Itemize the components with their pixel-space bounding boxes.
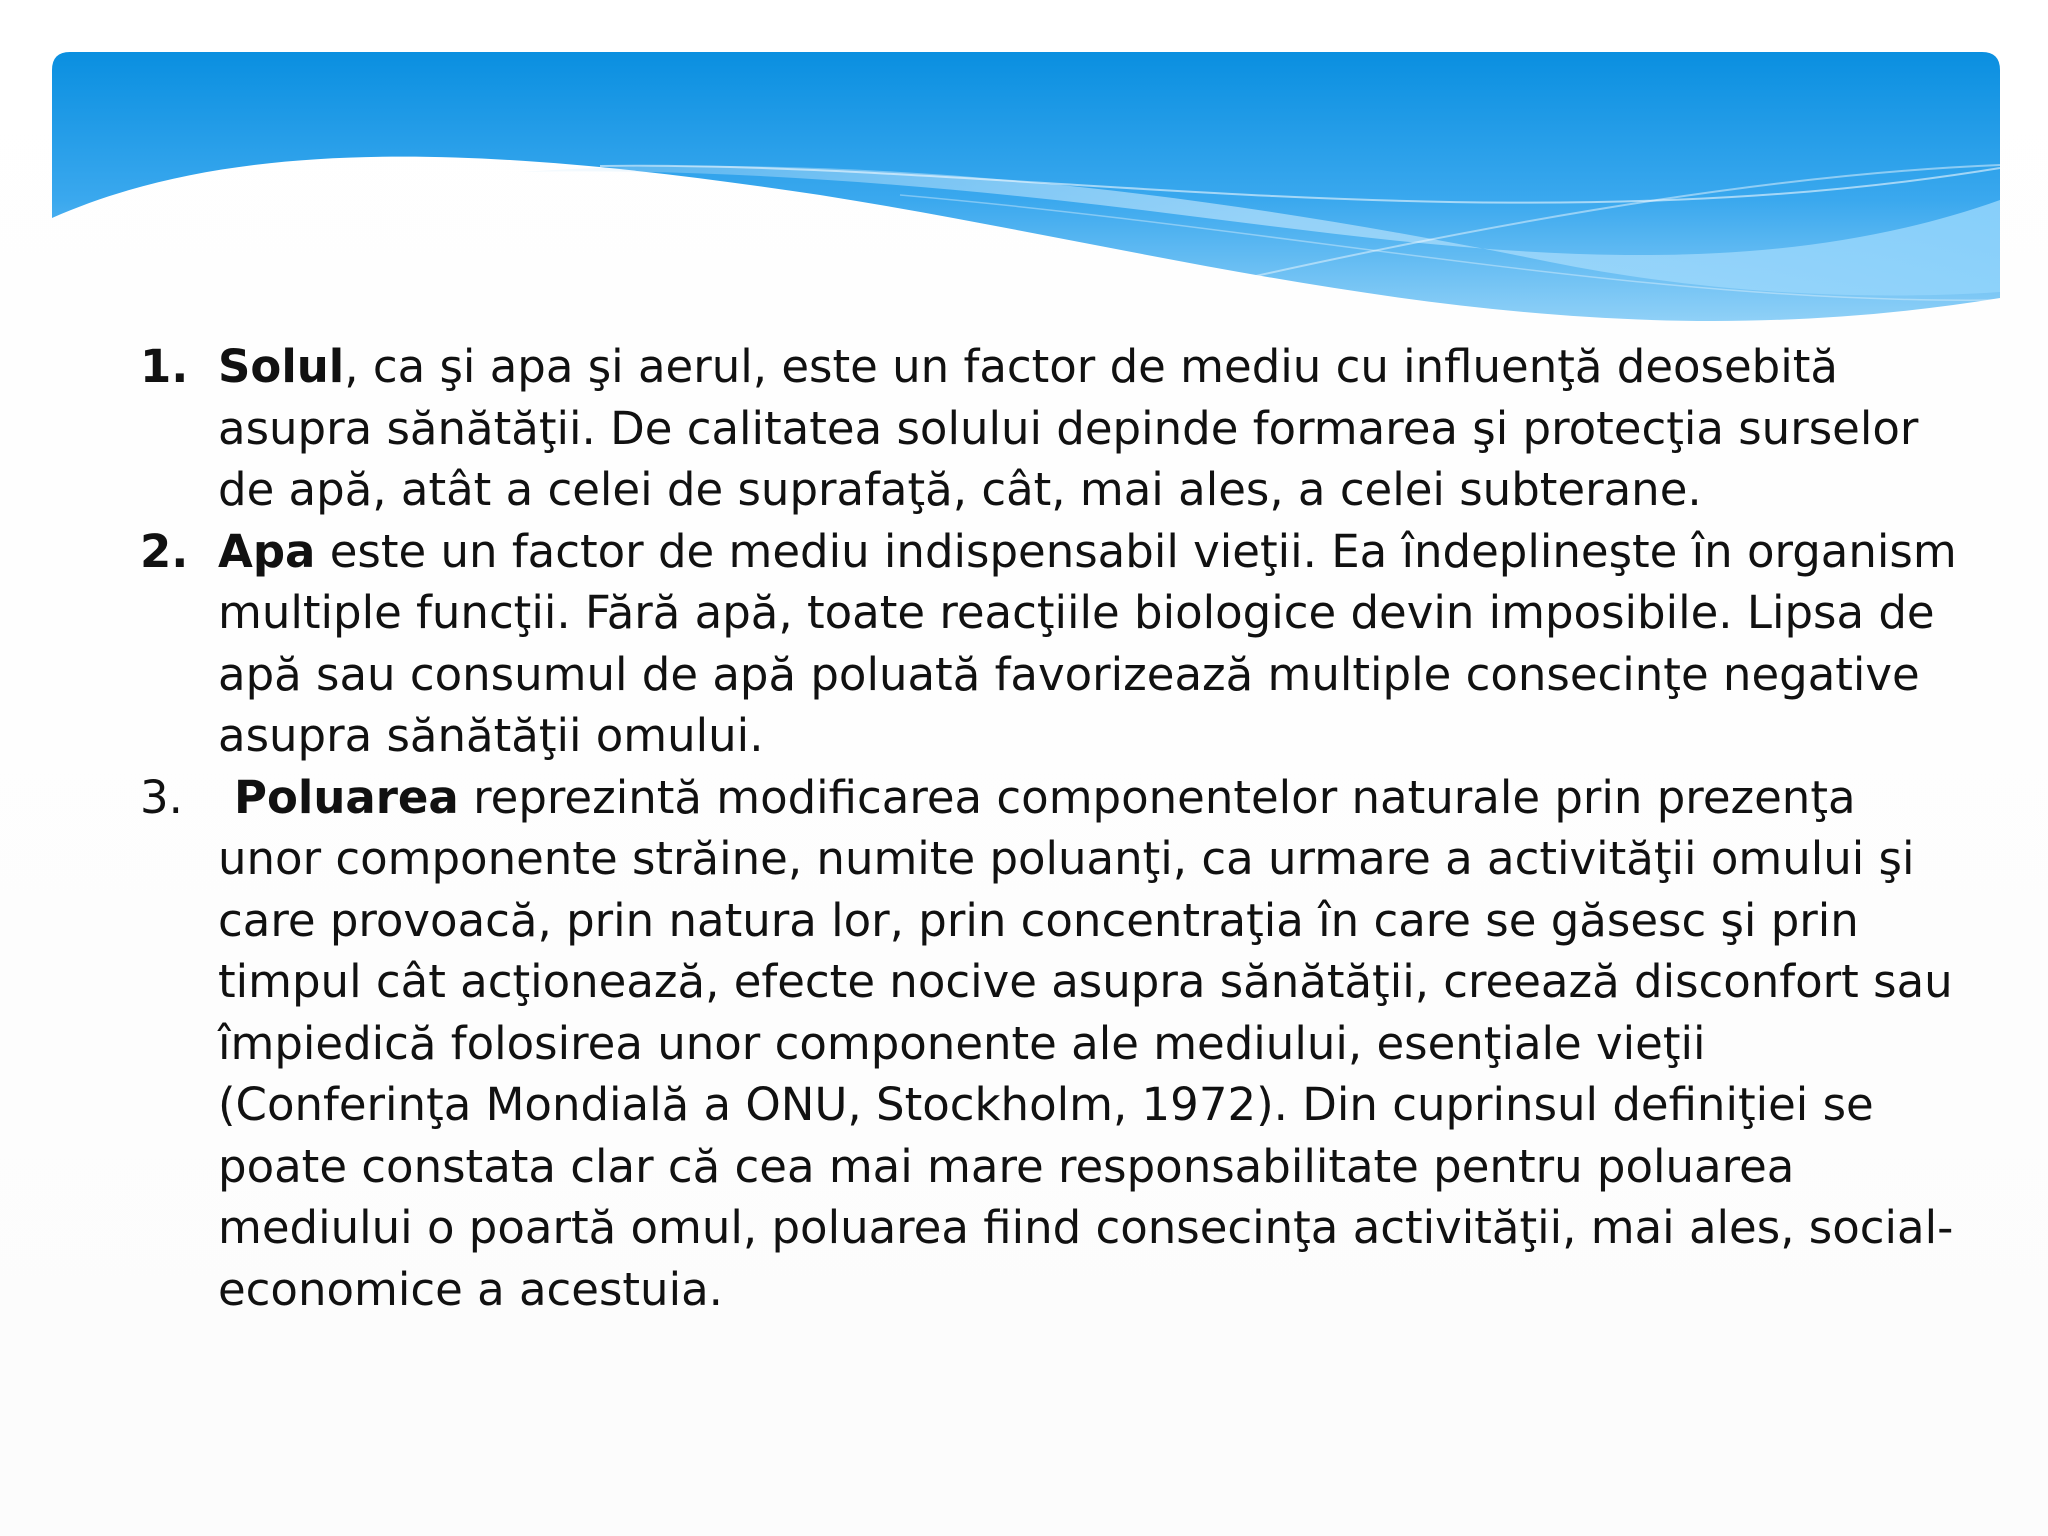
list-number: 2. [140, 524, 189, 578]
header-wave-decoration [0, 0, 2048, 380]
list-number: 1. [140, 340, 189, 393]
term-solul: Solul [218, 340, 345, 393]
item-text: , ca şi apa şi aerul, este un factor de mediu cu influenţă deosebită asupra sănătăţii. De calitatea solului depinde formarea şi protecţia surselor de apă, atât a celei de suprafaţă, cât, mai ales, a celei subterane. [218, 340, 1919, 516]
list-item-apa [140, 521, 1970, 767]
content-list [140, 336, 1970, 1320]
list-item-solul [140, 336, 1970, 521]
item-text: este un factor de mediu indispensabil vieţii. Ea îndeplineşte în organism multiple funcţii. Fără apă, toate reacţiile biologice devin imposibile. Lipsa de apă sau consumul de apă poluată favorizează multiple consecinţe negative asupra sănătăţii omului. [218, 524, 1957, 762]
list-number: 3. [140, 770, 183, 824]
list-item-poluarea [140, 767, 1970, 1321]
term-poluarea: Poluarea [234, 770, 459, 824]
term-apa: Apa [218, 524, 316, 578]
item-text: reprezintă modificarea componentelor naturale prin prezenţa unor componente străine, numite poluanţi, ca urmare a activităţii omului şi care provoacă, prin natura lor, prin concentraţia în care se găsesc şi prin timpul cât acţionează, efecte nocive asupra sănătăţii, creează disconfort sau împiedică folosirea unor componente ale mediului, esenţiale vieţii (Conferinţa Mondială a ONU, Stockholm, 1972). Din cuprinsul definiţiei se poate constata clar că cea mai mare responsabilitate pentru poluarea mediului o poartă omul, poluarea fiind consecinţa activităţii, mai ales, social-economice a acestuia. [218, 770, 1954, 1316]
